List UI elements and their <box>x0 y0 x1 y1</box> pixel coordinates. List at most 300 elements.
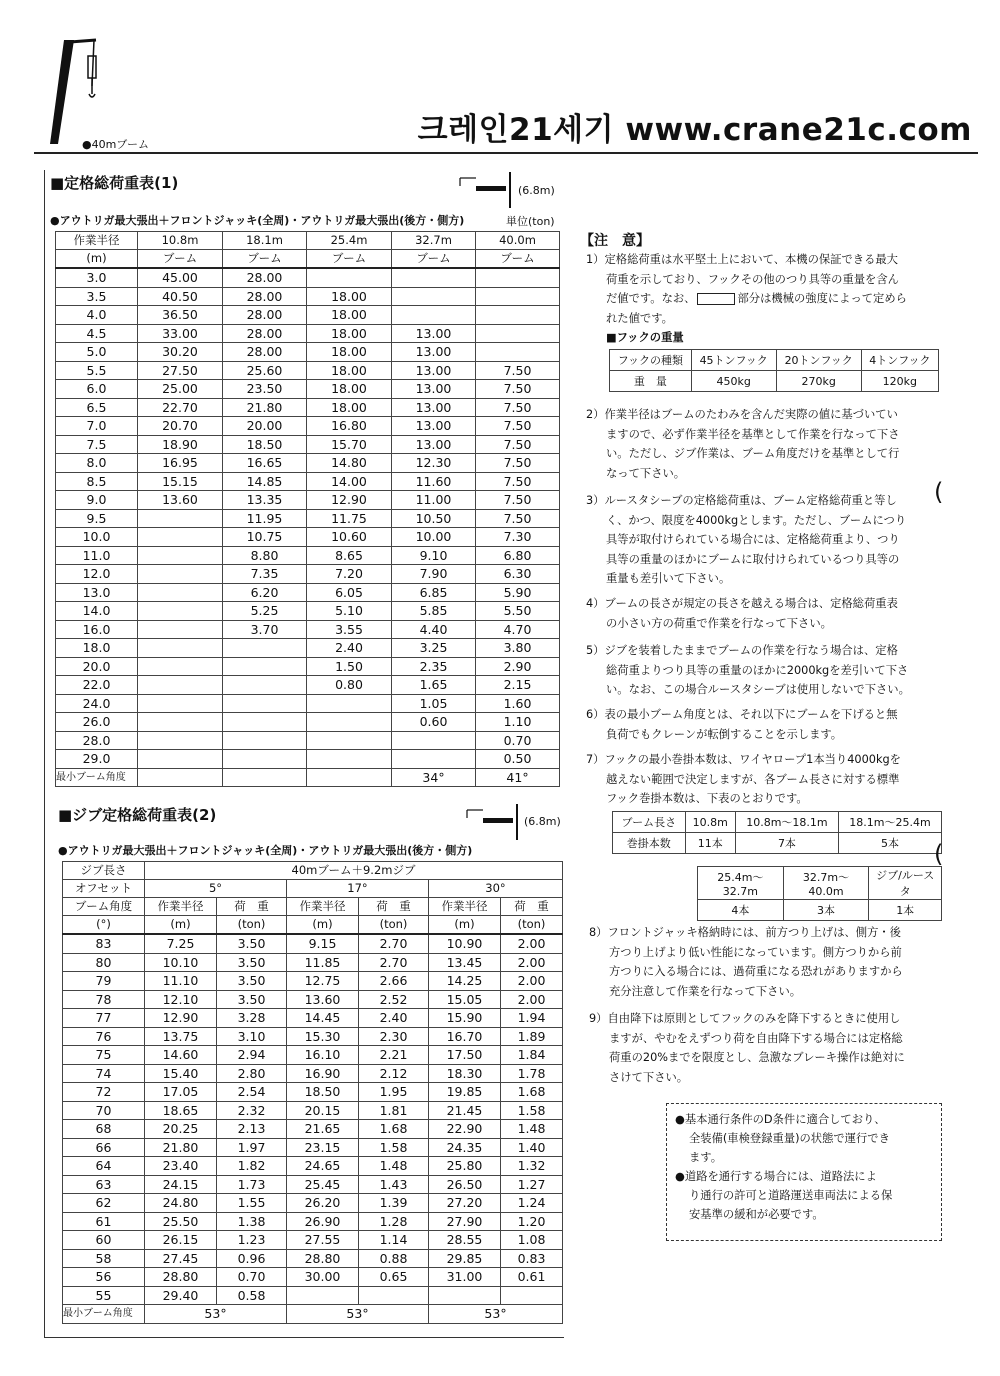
load-cell: 14.80 <box>307 454 392 473</box>
column-header: ブーム <box>392 250 476 269</box>
load-cell: 3.80 <box>476 639 560 658</box>
load-cell: 6.05 <box>307 583 392 602</box>
load-cell: 1.65 <box>392 676 476 695</box>
radius-cell: 6.5 <box>56 398 138 417</box>
load-cell: 5.25 <box>223 602 307 621</box>
note-2 <box>586 405 956 483</box>
table-row <box>56 694 560 713</box>
load-cell <box>501 1286 563 1305</box>
boom-angle-cell: 80 <box>63 953 145 972</box>
column-header: ブーム <box>138 250 223 269</box>
note-9 <box>589 1009 959 1087</box>
table-row <box>56 657 560 676</box>
boom-angle-cell: 55 <box>63 1286 145 1305</box>
radius-cell: 9.15 <box>287 934 359 953</box>
load-cell: 1.28 <box>359 1212 429 1231</box>
load-cell: 5.90 <box>476 583 560 602</box>
load-cell: 13.60 <box>138 491 223 510</box>
boom-angle-cell: 77 <box>63 1009 145 1028</box>
load-cell: 2.00 <box>501 934 563 953</box>
load-cell: 0.60 <box>392 713 476 732</box>
load-cell: 1.20 <box>501 1212 563 1231</box>
load-cell: 0.58 <box>217 1286 287 1305</box>
boom-angle-cell: 66 <box>63 1138 145 1157</box>
min-angle-cell: 41° <box>476 768 560 787</box>
load-cell: 2.00 <box>501 972 563 991</box>
load-cell: 28.00 <box>223 306 307 325</box>
boom-angle-cell: 60 <box>63 1231 145 1250</box>
header-rule <box>34 152 978 154</box>
site-title: 크레인21세기 www.crane21c.com <box>417 112 972 148</box>
load-cell: 4.40 <box>392 620 476 639</box>
radius-cell: 22.90 <box>429 1120 501 1139</box>
reeve-cell: 1本 <box>869 900 942 921</box>
offset-value: 5° <box>145 880 287 898</box>
radius-cell: 18.0 <box>56 639 138 658</box>
hook-weight-title: ■フックの重量 <box>606 331 684 344</box>
column-header: (m) <box>287 916 359 935</box>
radius-cell: 15.30 <box>287 1027 359 1046</box>
notice-line: 安基準の緩和が必要です。 <box>689 1208 824 1221</box>
load-cell: 1.23 <box>217 1231 287 1250</box>
load-cell: 18.00 <box>307 380 392 399</box>
load-cell <box>138 750 223 769</box>
column-header: 25.4m <box>307 232 392 250</box>
reeve-cell: 11本 <box>685 833 735 854</box>
min-angle-cell <box>223 768 307 787</box>
offset-label: オフセット <box>63 880 145 898</box>
load-cell <box>476 324 560 343</box>
load-cell <box>138 620 223 639</box>
table1-outrigger-width: (6.8m) <box>518 184 555 197</box>
radius-cell: 12.10 <box>145 990 217 1009</box>
radius-cell: 20.25 <box>145 1120 217 1139</box>
rated-load-table-1 <box>55 231 560 787</box>
table-row <box>56 343 560 362</box>
load-cell: 13.00 <box>392 435 476 454</box>
column-header: (°) <box>63 916 145 935</box>
column-header: (ton) <box>217 916 287 935</box>
radius-cell: 26.20 <box>287 1194 359 1213</box>
note-8 <box>589 923 959 1001</box>
load-cell: 3.25 <box>392 639 476 658</box>
load-cell <box>138 657 223 676</box>
radius-cell: 11.10 <box>145 972 217 991</box>
load-cell: 16.95 <box>138 454 223 473</box>
load-cell <box>223 750 307 769</box>
load-cell: 4.70 <box>476 620 560 639</box>
load-cell: 45.00 <box>138 268 223 287</box>
load-cell <box>138 583 223 602</box>
reeve-cell: 7本 <box>735 833 838 854</box>
note-line: の小さい方の荷重で作業を行なって下さい。 <box>606 616 832 630</box>
note-line: い。ただし、ジブ作業は、ブーム角度だけを基準として行 <box>606 447 900 460</box>
load-cell: 20.00 <box>223 417 307 436</box>
note-6 <box>586 705 956 744</box>
load-cell: 11.60 <box>392 472 476 491</box>
radius-cell: 13.0 <box>56 583 138 602</box>
load-cell: 1.05 <box>392 694 476 713</box>
table-row <box>56 750 560 769</box>
load-cell: 1.94 <box>501 1009 563 1028</box>
note-text: だ値です。なお、 <box>606 292 696 305</box>
load-cell: 10.50 <box>392 509 476 528</box>
notes-heading: 【注 意】 <box>580 233 650 249</box>
load-cell: 5.10 <box>307 602 392 621</box>
scan-mark: ( <box>934 840 944 868</box>
radius-cell: 4.5 <box>56 324 138 343</box>
table-row <box>56 583 560 602</box>
table1-container <box>55 231 560 787</box>
load-cell: 3.50 <box>217 990 287 1009</box>
hook-header: 20トンフック <box>776 350 861 371</box>
radius-cell: 24.0 <box>56 694 138 713</box>
load-cell: 25.00 <box>138 380 223 399</box>
note-line: く、かつ、限度を4000kgとします。ただし、ブームにつり <box>606 513 907 527</box>
load-cell: 7.50 <box>476 398 560 417</box>
load-cell: 8.65 <box>307 546 392 565</box>
load-cell <box>392 731 476 750</box>
load-cell: 5.50 <box>476 602 560 621</box>
load-cell: 6.80 <box>476 546 560 565</box>
table-row <box>63 1101 563 1120</box>
table-row <box>56 398 560 417</box>
note-line: 方つり上げより低い性能になっています。側方つりから前 <box>609 945 902 959</box>
hook-cell: 120kg <box>861 371 938 392</box>
radius-cell: 24.35 <box>429 1138 501 1157</box>
load-cell: 1.08 <box>501 1231 563 1250</box>
radius-cell: 21.45 <box>429 1101 501 1120</box>
boom-angle-cell: 68 <box>63 1120 145 1139</box>
boom-angle-cell: 61 <box>63 1212 145 1231</box>
note-line: 5）ジブを装着したままでブームの作業を行なう場合は、定格 <box>586 644 898 657</box>
outrigger-diagram-icon <box>465 802 525 842</box>
note-4 <box>586 594 956 633</box>
hook-cell: 270kg <box>776 371 861 392</box>
load-cell: 13.00 <box>392 398 476 417</box>
load-cell: 1.95 <box>359 1083 429 1102</box>
load-cell: 1.24 <box>501 1194 563 1213</box>
boom-angle-cell: 72 <box>63 1083 145 1102</box>
table-row <box>56 324 560 343</box>
load-cell <box>138 639 223 658</box>
table-row <box>56 528 560 547</box>
column-header: 40.0m <box>476 232 560 250</box>
radius-cell: 3.5 <box>56 287 138 306</box>
load-cell: 36.50 <box>138 306 223 325</box>
table1-title: ■定格総荷重表(1) <box>50 174 179 192</box>
table-row <box>56 602 560 621</box>
note-line: 3）ルースタシーブの定格総荷重は、ブーム定格総荷重と等し <box>586 494 897 507</box>
min-angle-cell <box>307 768 392 787</box>
column-header: (ton) <box>359 916 429 935</box>
frame-marker-icon <box>697 293 735 305</box>
load-cell <box>138 602 223 621</box>
reeving-table-2 <box>697 866 942 921</box>
table-row <box>63 1212 563 1231</box>
min-angle-cell: 53° <box>287 1305 429 1324</box>
load-cell: 2.66 <box>359 972 429 991</box>
load-cell: 15.15 <box>138 472 223 491</box>
column-header: 荷 重 <box>501 898 563 916</box>
column-header: 32.7m <box>392 232 476 250</box>
boom-angle-cell: 70 <box>63 1101 145 1120</box>
load-cell: 1.39 <box>359 1194 429 1213</box>
table-row <box>63 990 563 1009</box>
load-cell: 28.00 <box>223 287 307 306</box>
radius-cell: 24.15 <box>145 1175 217 1194</box>
load-cell: 2.40 <box>307 639 392 658</box>
load-cell: 0.88 <box>359 1249 429 1268</box>
note-line: ますが、やむをえずつり荷を自由降下する場合には定格総 <box>609 1031 903 1045</box>
load-cell: 13.00 <box>392 343 476 362</box>
load-cell: 1.73 <box>217 1175 287 1194</box>
min-angle-label: 最小ブーム角度 <box>63 1305 145 1324</box>
boom-angle-cell: 74 <box>63 1064 145 1083</box>
radius-cell: 16.0 <box>56 620 138 639</box>
radius-cell: 7.5 <box>56 435 138 454</box>
load-cell: 2.30 <box>359 1027 429 1046</box>
radius-cell: 15.90 <box>429 1009 501 1028</box>
load-cell: 2.00 <box>501 990 563 1009</box>
table-header-row <box>56 250 560 269</box>
min-angle-cell: 34° <box>392 768 476 787</box>
table-row <box>56 546 560 565</box>
reeve-header: 25.4m～32.7m <box>698 867 784 900</box>
load-cell: 0.83 <box>501 1249 563 1268</box>
load-cell <box>476 287 560 306</box>
table1-condition: ●アウトリガ最大張出＋フロントジャッキ(全周)・アウトリガ最大張出(後方・側方) <box>50 214 465 227</box>
table-row <box>63 972 563 991</box>
boom-length-label: ●40mブーム <box>82 138 149 151</box>
load-cell: 14.85 <box>223 472 307 491</box>
load-cell: 6.20 <box>223 583 307 602</box>
load-cell: 1.55 <box>217 1194 287 1213</box>
note-5 <box>586 641 956 700</box>
table2-title: ■ジブ定格総荷重表(2) <box>58 806 217 824</box>
table-row <box>63 1120 563 1139</box>
table-row <box>63 1249 563 1268</box>
radius-cell: 16.10 <box>287 1046 359 1065</box>
load-cell: 28.00 <box>223 324 307 343</box>
note-line: 荷重の20%までを限度とし、急激なブレーキ操作は絶対に <box>609 1051 905 1064</box>
load-cell: 33.00 <box>138 324 223 343</box>
radius-cell: 11.0 <box>56 546 138 565</box>
table-header-row <box>63 916 563 935</box>
scan-mark: ( <box>934 478 944 506</box>
jib-load-table-2 <box>62 861 563 1324</box>
load-cell: 1.32 <box>501 1157 563 1176</box>
load-cell: 6.30 <box>476 565 560 584</box>
load-cell: 6.85 <box>392 583 476 602</box>
radius-cell: 16.90 <box>287 1064 359 1083</box>
load-cell: 12.90 <box>307 491 392 510</box>
column-header: 18.1m <box>223 232 307 250</box>
radius-cell: 14.25 <box>429 972 501 991</box>
load-cell <box>392 268 476 287</box>
boom-angle-cell: 76 <box>63 1027 145 1046</box>
radius-cell: 26.90 <box>287 1212 359 1231</box>
radius-cell: 12.75 <box>287 972 359 991</box>
radius-cell: 31.00 <box>429 1268 501 1287</box>
radius-cell: 3.0 <box>56 268 138 287</box>
note-line: 6）表の最小ブーム角度とは、それ以下にブームを下げると無 <box>586 708 898 721</box>
min-angle-label: 最小ブーム角度 <box>56 768 138 787</box>
load-cell: 28.00 <box>223 268 307 287</box>
load-cell <box>392 287 476 306</box>
boom-angle-cell: 64 <box>63 1157 145 1176</box>
boom-angle-cell: 75 <box>63 1046 145 1065</box>
load-cell <box>307 694 392 713</box>
reeve-header: 32.7m～40.0m <box>783 867 869 900</box>
note-line: 方つりに入る場合には、過荷重になる恐れがありますから <box>609 965 903 978</box>
note-line: 具等の重量のほかにブームに取付けられているつり具等の <box>606 552 900 566</box>
note-line: 4）ブームの長さが規定の長さを越える場合は、定格総荷重表 <box>586 597 898 610</box>
load-cell: 1.82 <box>217 1157 287 1176</box>
load-cell: 0.70 <box>476 731 560 750</box>
table-row <box>63 1083 563 1102</box>
load-cell <box>392 750 476 769</box>
boom-angle-cell: 56 <box>63 1268 145 1287</box>
table-row <box>56 454 560 473</box>
load-cell: 1.40 <box>501 1138 563 1157</box>
load-cell: 3.50 <box>217 953 287 972</box>
load-cell: 13.00 <box>392 417 476 436</box>
column-header: ブーム角度 <box>63 898 145 916</box>
load-cell: 1.84 <box>501 1046 563 1065</box>
table-row <box>63 934 563 953</box>
load-cell: 0.70 <box>217 1268 287 1287</box>
left-frame-line <box>44 170 45 1338</box>
load-cell <box>138 565 223 584</box>
radius-cell: 26.15 <box>145 1231 217 1250</box>
note-7 <box>586 750 956 809</box>
load-cell: 7.50 <box>476 454 560 473</box>
radius-cell: 28.80 <box>145 1268 217 1287</box>
load-cell: 7.30 <box>476 528 560 547</box>
load-cell: 13.35 <box>223 491 307 510</box>
boom-angle-cell: 58 <box>63 1249 145 1268</box>
load-cell: 20.70 <box>138 417 223 436</box>
note-line: 2）作業半径はブームのたわみを含んだ実際の値に基づいてい <box>586 408 898 421</box>
radius-cell: 8.0 <box>56 454 138 473</box>
load-cell: 7.50 <box>476 509 560 528</box>
boom-angle-cell: 78 <box>63 990 145 1009</box>
table-row <box>63 1138 563 1157</box>
load-cell: 7.50 <box>476 417 560 436</box>
column-header: 作業半径 <box>56 232 138 250</box>
load-cell <box>223 694 307 713</box>
reeve-cell: 3本 <box>783 900 869 921</box>
load-cell: 1.43 <box>359 1175 429 1194</box>
load-cell: 18.90 <box>138 435 223 454</box>
note-line: なって下さい。 <box>606 466 686 480</box>
load-cell: 2.70 <box>359 934 429 953</box>
hook-weight-table <box>609 349 939 392</box>
note-line: さけて下さい。 <box>609 1070 689 1084</box>
table-row <box>63 1009 563 1028</box>
load-cell: 7.50 <box>476 380 560 399</box>
table-header-row <box>63 880 563 898</box>
offset-value: 17° <box>287 880 429 898</box>
load-cell: 3.55 <box>307 620 392 639</box>
column-header: ブーム <box>476 250 560 269</box>
radius-cell: 29.40 <box>145 1286 217 1305</box>
column-header: ブーム <box>223 250 307 269</box>
load-cell: 2.12 <box>359 1064 429 1083</box>
table-row <box>56 565 560 584</box>
load-cell <box>138 676 223 695</box>
load-cell: 3.10 <box>217 1027 287 1046</box>
load-cell: 40.50 <box>138 287 223 306</box>
reeve-header: 10.8m～18.1m <box>735 812 838 833</box>
radius-cell: 25.80 <box>429 1157 501 1176</box>
load-cell: 28.00 <box>223 343 307 362</box>
load-cell <box>359 1286 429 1305</box>
load-cell: 1.81 <box>359 1101 429 1120</box>
load-cell: 1.27 <box>501 1175 563 1194</box>
radius-cell: 18.65 <box>145 1101 217 1120</box>
table-row <box>56 380 560 399</box>
load-cell <box>307 750 392 769</box>
load-cell: 2.54 <box>217 1083 287 1102</box>
jib-length-label: ジブ長さ <box>63 862 145 880</box>
table1-unit: 単位(ton) <box>506 215 555 228</box>
load-cell: 10.60 <box>307 528 392 547</box>
load-cell <box>138 528 223 547</box>
load-cell: 1.68 <box>501 1083 563 1102</box>
note-line: 1）定格総荷重は水平堅土上において、本機の保証できる最大 <box>586 253 898 266</box>
radius-cell: 26.50 <box>429 1175 501 1194</box>
table-row <box>56 509 560 528</box>
note-line <box>586 289 956 309</box>
load-cell: 16.65 <box>223 454 307 473</box>
outrigger-diagram-icon <box>458 170 518 210</box>
hook-cell: 重 量 <box>610 371 692 392</box>
load-cell <box>223 731 307 750</box>
note-line: 重量も差引いて下さい。 <box>606 572 731 585</box>
note-line: 8）フロントジャッキ格納時には、前方つり上げは、側方・後 <box>589 926 901 939</box>
load-cell <box>307 731 392 750</box>
bottom-frame-line <box>44 1337 564 1338</box>
radius-cell: 29.0 <box>56 750 138 769</box>
load-cell: 18.50 <box>223 435 307 454</box>
load-cell: 2.21 <box>359 1046 429 1065</box>
load-cell: 2.94 <box>217 1046 287 1065</box>
load-cell: 13.00 <box>392 324 476 343</box>
table-header-row <box>56 232 560 250</box>
radius-cell: 15.40 <box>145 1064 217 1083</box>
table-row <box>56 731 560 750</box>
column-header: 作業半径 <box>429 898 501 916</box>
radius-cell: 14.45 <box>287 1009 359 1028</box>
table-row <box>63 1175 563 1194</box>
table-row <box>63 1268 563 1287</box>
table-row <box>63 1194 563 1213</box>
column-header: 作業半径 <box>287 898 359 916</box>
table-row <box>56 268 560 287</box>
load-cell: 8.80 <box>223 546 307 565</box>
load-cell: 0.65 <box>359 1268 429 1287</box>
table-row <box>56 472 560 491</box>
column-header: 作業半径 <box>145 898 217 916</box>
load-cell: 0.80 <box>307 676 392 695</box>
radius-cell: 17.50 <box>429 1046 501 1065</box>
jib-length-value: 40mブーム＋9.2mジブ <box>145 862 563 880</box>
table-row <box>56 491 560 510</box>
load-cell: 18.00 <box>307 306 392 325</box>
radius-cell: 13.45 <box>429 953 501 972</box>
